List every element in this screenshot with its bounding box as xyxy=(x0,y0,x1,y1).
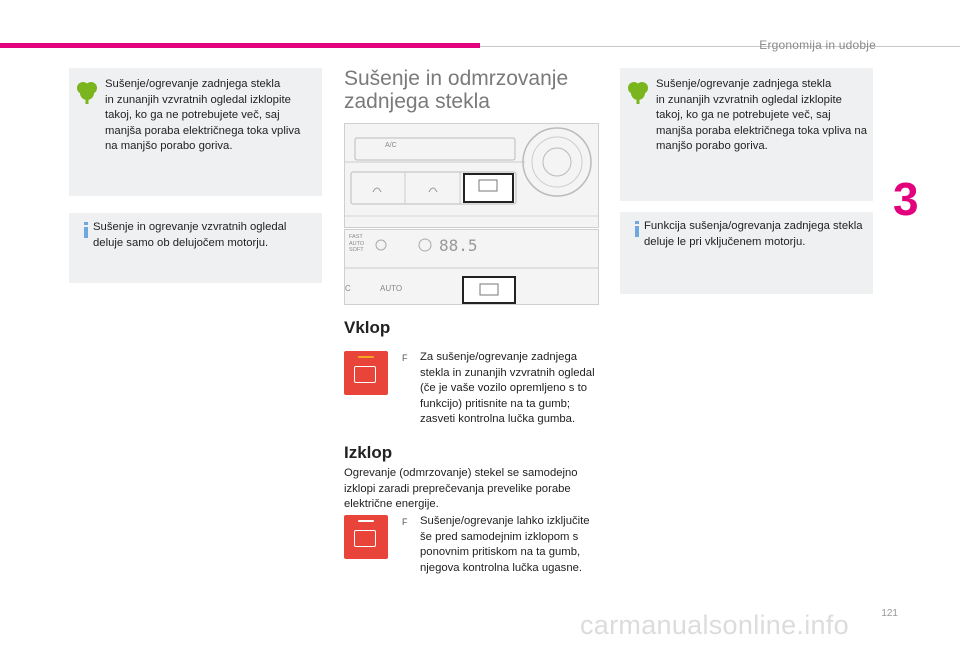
fast-auto-soft-label: FAST AUTO SOFT xyxy=(349,234,365,253)
izklop-text: Sušenje/ogrevanje lahko izključite še pred samodejnim izklopom s ponovnim pritiskom na ta gumb, njegova kontrolna lučka ugasne. xyxy=(420,515,590,574)
section-title: Sušenje in odmrzovanje zadnjega stekla xyxy=(344,67,569,113)
tree-icon xyxy=(627,80,649,104)
tree-icon xyxy=(76,80,98,104)
info-note-text: Sušenje in ogrevanje vzvratnih ogledal deluje samo ob delujočem motorju. xyxy=(93,221,287,249)
izklop-paragraph: Ogrevanje (odmrzovanje) stekel se samodejno izklopi zaradi preprečevanja prevelike porabe električne energije. xyxy=(344,467,578,510)
climate-panel-bottom xyxy=(344,229,599,305)
header-divider xyxy=(480,46,960,47)
info-note-right xyxy=(620,212,873,294)
ac-label: A/C xyxy=(385,142,397,149)
info-note-text: Funkcija sušenja/ogrevanja zadnjega stekla deluje le pri vključenem motorju. xyxy=(644,220,863,248)
auto-label: AUTO xyxy=(380,284,403,293)
header-accent-bar xyxy=(0,43,480,48)
info-note-left xyxy=(69,213,322,283)
eco-note-right xyxy=(620,68,873,201)
eco-note-text: Sušenje/ogrevanje zadnjega stekla in zunanjih vzvratnih ogledal izklopite takoj, ko ga ne potrebujete več, saj manjša poraba električnega toka vpliva na manjšo porabo goriva. xyxy=(656,78,868,152)
climate-panel-top xyxy=(344,123,599,228)
bullet-marker: F xyxy=(402,517,408,527)
bullet-marker: F xyxy=(402,353,408,363)
indicator-led-on xyxy=(358,356,374,358)
rear-defrost-icon xyxy=(354,366,376,383)
defrost-button-off xyxy=(344,515,388,559)
rear-defrost-icon xyxy=(354,530,376,547)
vklop-text: Za sušenje/ogrevanje zadnjega stekla in zunanjih vzvratnih ogledal (če je vaše vozilo opremljeno s to funkcijo) pritisnite na ta gumb; zasveti kontrolna lučka gumba. xyxy=(420,351,595,425)
info-icon xyxy=(632,221,642,237)
izklop-heading: Izklop xyxy=(344,443,393,462)
info-icon xyxy=(81,222,91,238)
watermark: carmanualsonline.info xyxy=(580,610,849,640)
defrost-button-on xyxy=(344,351,388,395)
eco-note-left xyxy=(69,68,322,196)
page-number: 121 xyxy=(881,608,898,619)
chapter-title: Ergonomija in udobje xyxy=(759,38,876,52)
c-label: C xyxy=(345,284,351,293)
eco-note-text: Sušenje/ogrevanje zadnjega stekla in zunanjih vzvratnih ogledal izklopite takoj, ko ga ne potrebujete več, saj manjša poraba električnega toka vpliva na manjšo porabo goriva. xyxy=(105,78,301,152)
temperature-display: 88.5 xyxy=(439,236,478,255)
indicator-led-off xyxy=(358,520,374,522)
vklop-heading: Vklop xyxy=(344,318,391,337)
climate-panel-top-illustration xyxy=(345,124,598,227)
chapter-number: 3 xyxy=(893,173,919,225)
